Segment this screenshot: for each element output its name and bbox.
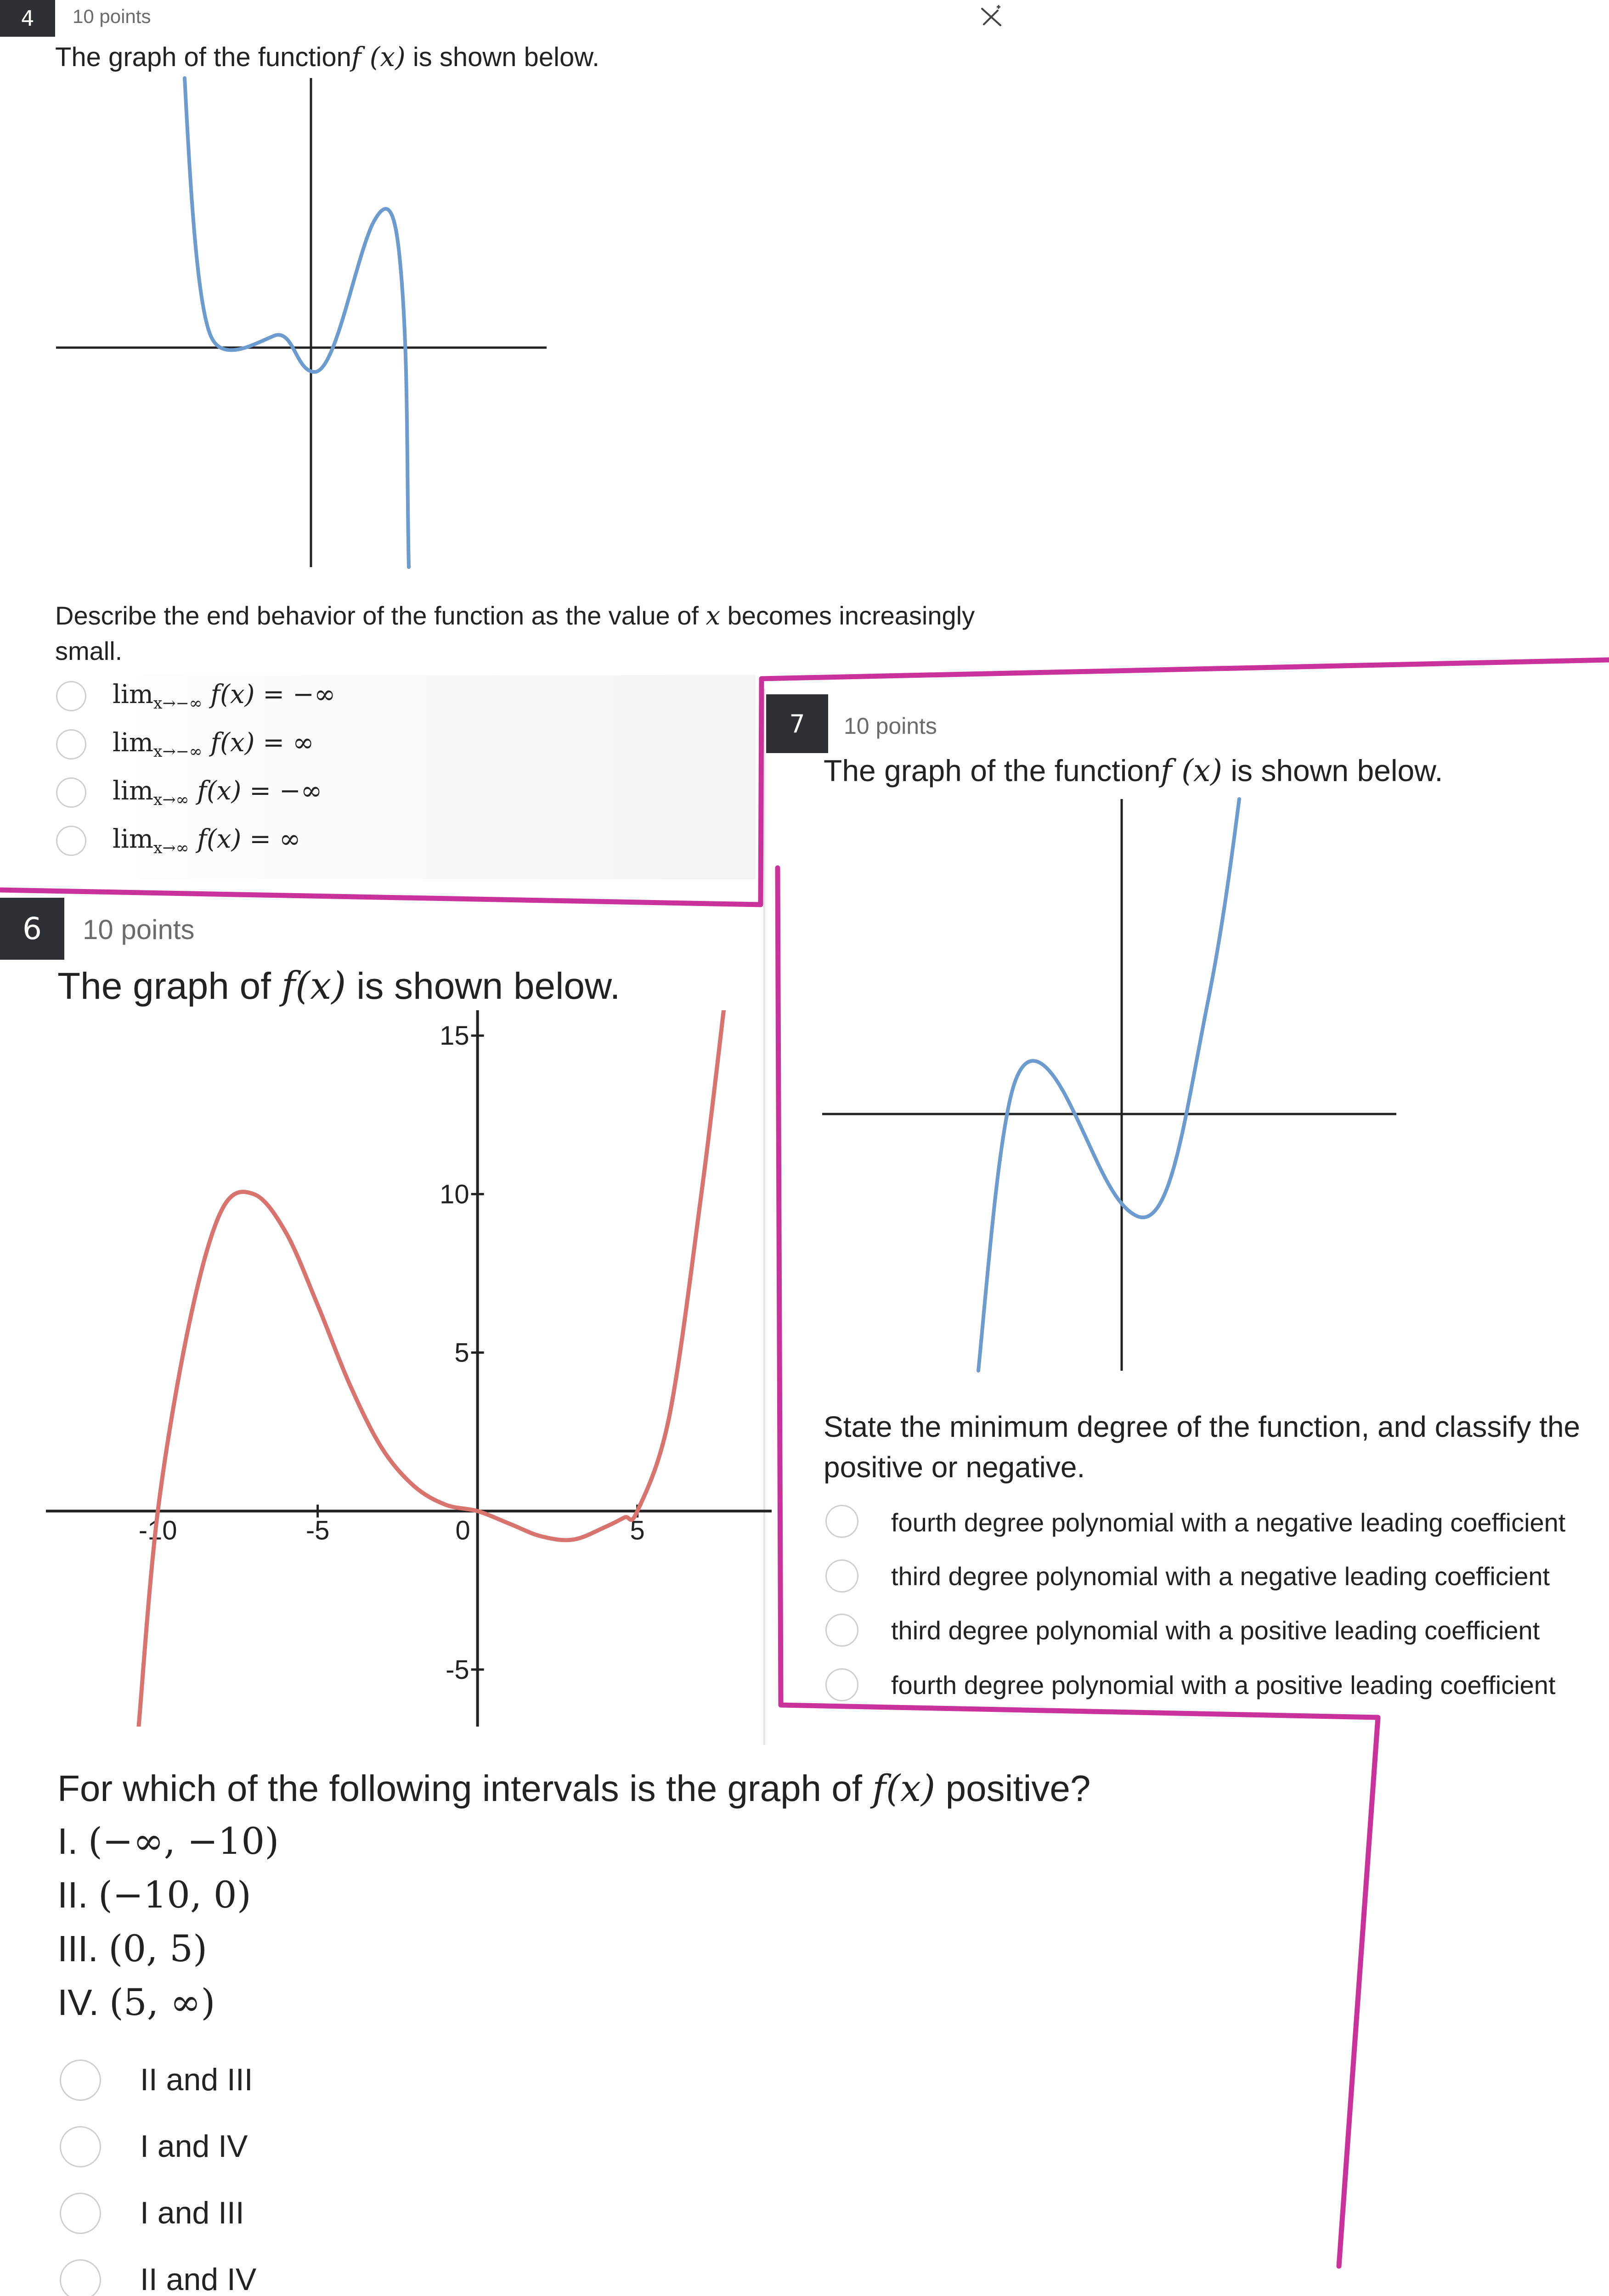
interval-item	[57, 1927, 207, 1970]
limit-word: lim	[113, 776, 153, 806]
answer-option[interactable]	[113, 824, 301, 857]
answer-option[interactable]: I and III	[140, 2195, 244, 2230]
answer-radio[interactable]	[56, 826, 86, 856]
interval-math: (−∞, −10)	[88, 1820, 279, 1863]
stem-math: f(x)	[281, 964, 346, 1008]
limit-subscript: x→∞	[153, 791, 189, 810]
limit-expression: f(x) = −∞	[202, 680, 336, 709]
stem-math: f (x)	[351, 41, 406, 73]
answer-option[interactable]	[113, 776, 322, 809]
interval-item	[57, 1820, 279, 1863]
series-line	[139, 1010, 724, 1727]
limit-expression: f(x) = −∞	[189, 776, 322, 806]
answer-radio[interactable]	[825, 1505, 858, 1538]
question-text: State the minimum degree of the function, and classify the	[824, 1410, 1581, 1443]
answer-radio[interactable]	[56, 681, 86, 711]
limit-expression: f(x) = ∞	[189, 824, 301, 854]
limit-expression: f(x) = ∞	[202, 728, 314, 758]
stem-text-suffix: is shown below.	[1222, 754, 1443, 788]
answer-option[interactable]: I and IV	[140, 2129, 248, 2164]
interval-label: III.	[57, 1928, 109, 1969]
question-text-suffix: becomes increasingly	[720, 601, 975, 630]
question-stem	[57, 964, 620, 1008]
answer-option[interactable]: fourth degree polynomial with a positive leading coefficient	[891, 1671, 1556, 1699]
answer-option[interactable]: II and IV	[140, 2262, 257, 2296]
stem-text: The graph of the function	[55, 42, 351, 72]
interval-item	[57, 1874, 251, 1916]
answer-radio[interactable]	[60, 2126, 101, 2167]
stem-text-suffix: is shown below.	[405, 42, 600, 72]
question-text	[55, 601, 975, 631]
points-label: 10 points	[844, 713, 937, 739]
answer-option[interactable]: third degree polynomial with a negative leading coefficient	[891, 1562, 1550, 1591]
y-tick-label: 15	[440, 1021, 469, 1051]
function-graph	[818, 794, 1415, 1387]
stem-text: The graph of	[57, 965, 282, 1007]
interval-label: I.	[57, 1821, 88, 1862]
answer-option[interactable]: third degree polynomial with a positive leading coefficient	[891, 1616, 1540, 1645]
question-text-prefix: Describe the end behavior of the function as the value of	[55, 601, 706, 630]
interval-math: (−10, 0)	[98, 1874, 251, 1916]
answer-option[interactable]: II and III	[140, 2062, 253, 2097]
answer-option[interactable]	[113, 728, 314, 761]
interval-label: IV.	[57, 1982, 109, 2023]
y-tick-label: 5	[454, 1338, 469, 1368]
stem-text-suffix: is shown below.	[346, 965, 621, 1007]
limit-subscript: x→∞	[153, 839, 189, 858]
answer-radio[interactable]	[825, 1559, 858, 1593]
answer-option[interactable]	[113, 680, 336, 713]
question-text-prefix: For which of the following intervals is the graph of	[57, 1768, 873, 1809]
answer-radio[interactable]	[60, 2060, 101, 2101]
question-text-line2: positive or negative.	[824, 1451, 1085, 1484]
question-number-badge: 7	[766, 694, 828, 753]
answer-radio[interactable]	[56, 777, 86, 808]
interval-label: II.	[57, 1874, 98, 1915]
limit-subscript: x→−∞	[153, 694, 203, 713]
stem-text: The graph of the function	[824, 754, 1161, 788]
points-label: 10 points	[83, 914, 195, 945]
answer-radio[interactable]	[60, 2259, 101, 2296]
question-text	[57, 1767, 1090, 1810]
question-stem	[55, 41, 599, 73]
limit-word: lim	[113, 680, 153, 709]
interval-math: (5, ∞)	[109, 1981, 215, 2024]
stem-math: f (x)	[1160, 753, 1222, 788]
y-tick-label: 10	[440, 1179, 469, 1210]
y-tick-label: -5	[446, 1654, 469, 1685]
answer-radio[interactable]	[825, 1614, 858, 1647]
question-text-line2: small.	[55, 636, 123, 665]
question-number-badge: 6	[0, 898, 64, 960]
function-graph	[46, 73, 560, 579]
interval-math: (0, 5)	[108, 1927, 208, 1970]
answer-radio[interactable]	[60, 2193, 101, 2234]
question-stem	[824, 753, 1443, 788]
x-tick-label: -5	[305, 1515, 330, 1546]
answer-option[interactable]: fourth degree polynomial with a negative leading coefficient	[891, 1508, 1566, 1537]
interval-item	[57, 1981, 215, 2024]
x-tick-label: 0	[455, 1515, 470, 1546]
question-text-suffix: positive?	[935, 1768, 1091, 1809]
question-var: x	[706, 601, 721, 631]
x-tick-label: -10	[138, 1515, 177, 1546]
function-curve	[978, 799, 1239, 1371]
function-chart	[46, 1010, 772, 1727]
limit-subscript: x→−∞	[153, 743, 203, 761]
answer-radio[interactable]	[56, 729, 86, 760]
limit-word: lim	[113, 728, 153, 758]
question-number-badge: 4	[0, 0, 55, 37]
magic-wand-slash-icon[interactable]	[978, 2, 1006, 30]
answer-radio[interactable]	[825, 1668, 858, 1701]
question-math: f(x)	[872, 1767, 936, 1810]
limit-word: lim	[113, 824, 153, 854]
function-curve	[185, 78, 409, 567]
x-tick-label: 5	[630, 1515, 645, 1546]
points-label: 10 points	[73, 6, 151, 27]
